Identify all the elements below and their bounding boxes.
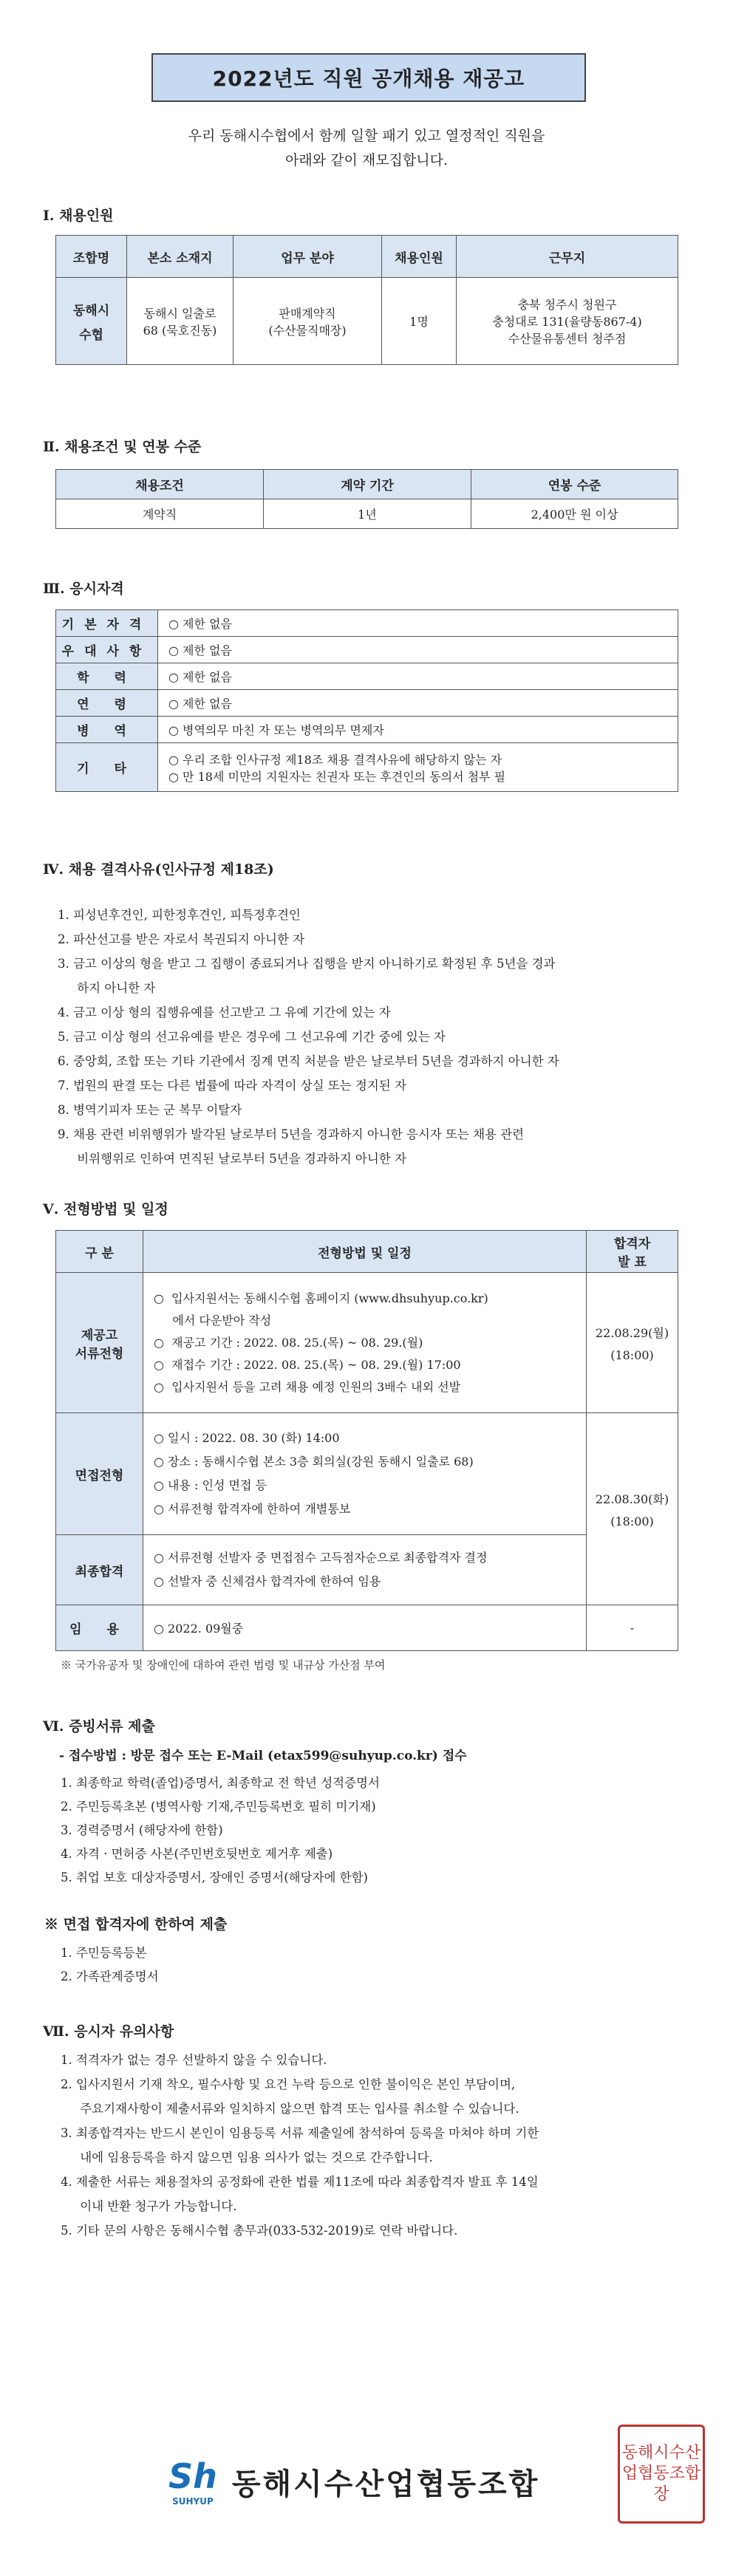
list-item: 2. 입사지원서 기재 착오, 필수사항 및 요건 누락 등으로 인한 불이익은 본인 부담이며, bbox=[61, 2077, 516, 2091]
interview-docs-title: ※ 면접 합격자에 한하여 제출 bbox=[44, 1916, 228, 1933]
qual-value: ○ 제한 없음 bbox=[158, 663, 678, 690]
intro-line: 아래와 같이 재모집합니다. bbox=[284, 152, 448, 168]
qual-value: ○ 제한 없음 bbox=[158, 610, 678, 637]
suhyup-logo-icon: Sh SUHYUP bbox=[168, 2456, 217, 2507]
schedule-label: 임 용 bbox=[56, 1605, 143, 1651]
schedule-note: ※ 국가유공자 및 장애인에 대하여 관련 법령 및 내규상 가산점 부여 bbox=[61, 1658, 386, 1672]
section-heading: Ⅱ. 채용조건 및 연봉 수준 bbox=[43, 439, 202, 455]
qual-value: ○ 우리 조합 인사규정 제18조 채용 결격사유에 해당하지 않는 자 ○ 만 18세 미만의 지원자는 친권자 또는 후견인의 동의서 첨부 필 bbox=[158, 743, 678, 792]
list-item: 이내 반환 청구가 가능합니다. bbox=[61, 2199, 237, 2213]
list-item: 5. 금고 이상 형의 선고유예를 받은 경우에 그 선고유예 기간 중에 있는 자 bbox=[58, 1030, 446, 1044]
condition-cell: 2,400만 원 이상 bbox=[471, 499, 678, 529]
disqualification-list bbox=[58, 903, 693, 1171]
list-item: 3. 최종합격자는 반드시 본인이 임용등록 서류 제출일에 참석하여 등록을 마쳐야 하며 기한 bbox=[61, 2126, 539, 2140]
qual-label: 기본자격 bbox=[56, 610, 158, 637]
table-header: 연봉 수준 bbox=[471, 470, 678, 499]
table-header: 계약 기간 bbox=[264, 470, 471, 499]
qual-value: ○ 제한 없음 bbox=[158, 637, 678, 663]
condition-cell: 1년 bbox=[264, 499, 471, 529]
list-item: 비위행위로 인하여 면직된 날로부터 5년을 경과하지 아니한 자 bbox=[58, 1152, 406, 1166]
section-heading: Ⅴ. 전형방법 및 일정 bbox=[43, 1201, 168, 1217]
table-header: 근무지 bbox=[457, 236, 678, 278]
list-item: 2. 가족관계증명서 bbox=[61, 1969, 159, 1984]
count-cell: 1명 bbox=[382, 278, 457, 365]
result-cell: 22.08.29(월) (18:00) bbox=[587, 1273, 678, 1413]
list-item: 4. 자격 · 면허증 사본(주민번호뒷번호 제거후 제출) bbox=[61, 1847, 333, 1861]
section-heading: Ⅲ. 응시자격 bbox=[43, 581, 124, 597]
qual-label: 기 타 bbox=[56, 743, 158, 792]
official-seal: 동해시수산업협동조합장 bbox=[618, 2425, 705, 2524]
notice-title: 2022년도 직원 공개채용 재공고 bbox=[151, 53, 586, 102]
list-item: 1. 주민등록등본 bbox=[61, 1946, 147, 1960]
qual-label: 학 력 bbox=[56, 663, 158, 690]
table-header: 업무 분야 bbox=[233, 236, 382, 278]
section-heading: Ⅳ. 채용 결격사유(인사규정 제18조) bbox=[43, 861, 274, 878]
table-header: 합격자 발 표 bbox=[587, 1231, 678, 1273]
interview-docs-list bbox=[61, 1941, 159, 1989]
list-item: 2. 주민등록초본 (병역사항 기재,주민등록번호 필히 미기재) bbox=[61, 1800, 376, 1814]
list-item: 하지 아니한 자 bbox=[58, 981, 156, 995]
list-item: 1. 최종학교 학력(졸업)증명서, 최종학교 전 학년 성적증명서 bbox=[61, 1776, 380, 1790]
list-item: 4. 금고 이상 형의 집행유예를 선고받고 그 유예 기간에 있는 자 bbox=[58, 1005, 391, 1019]
footer-logo bbox=[168, 2456, 539, 2507]
schedule-detail: ○ 입사지원서는 동해시수협 홈페이지 (www.dhsuhyup.co.kr) 에서 다운받아 작성 ○ 재공고 기간 : 2022. 08. 25.(목) ~ 08. 29.(월) ○ 재접수 기간 : 2022. 08. 25.(목) ~ 08. 29.(월) 17:00 ○ 입사지원서 등을 고려 채용 예정 인원의 3배수 내외 선발 bbox=[143, 1273, 587, 1413]
list-item: 4. 제출한 서류는 채용절차의 공정화에 관한 법률 제11조에 따라 최종합격자 발표 후 14일 bbox=[61, 2175, 539, 2189]
field-cell: 판매계약직 (수산물직매장) bbox=[233, 278, 382, 365]
schedule-table bbox=[55, 1230, 678, 1651]
org-name: 동해시수산업협동조합 bbox=[231, 2467, 540, 2501]
docs-method: - 접수방법 : 방문 접수 또는 E-Mail (etax599@suhyup.co.kr) 접수 bbox=[59, 1749, 467, 1763]
list-item: 5. 취업 보호 대상자증명서, 장애인 증명서(해당자에 한함) bbox=[61, 1870, 368, 1885]
address-cell: 동해시 일출로 68 (묵호진동) bbox=[127, 278, 233, 365]
list-item: 7. 법원의 판결 또는 다른 법률에 따라 자격이 상실 또는 정지된 자 bbox=[58, 1079, 406, 1093]
notes-list bbox=[61, 2048, 696, 2243]
workplace-cell: 충북 청주시 청원구 충청대로 131(율량동867-4) 수산물유통센터 청주점 bbox=[457, 278, 678, 365]
table-header: 조합명 bbox=[56, 236, 127, 278]
section-heading: Ⅰ. 채용인원 bbox=[43, 208, 114, 224]
intro-text bbox=[0, 124, 733, 173]
table-header: 채용인원 bbox=[382, 236, 457, 278]
qual-label: 연 령 bbox=[56, 690, 158, 717]
list-item: 3. 금고 이상의 형을 받고 그 집행이 종료되거나 집행을 받지 아니하기로 확정된 후 5년을 경과 bbox=[58, 957, 556, 971]
intro-line: 우리 동해시수협에서 함께 일할 패기 있고 열정적인 직원을 bbox=[188, 128, 545, 144]
result-cell: 22.08.30(화) (18:00) bbox=[587, 1413, 678, 1605]
qual-value: ○ 병역의무 마친 자 또는 병역의무 면제자 bbox=[158, 717, 678, 743]
table-header: 구 분 bbox=[56, 1231, 143, 1273]
table-header: 본소 소재지 bbox=[127, 236, 233, 278]
list-item: 6. 중앙회, 조합 또는 기타 기관에서 징계 면직 처분을 받은 날로부터 5년을 경과하지 아니한 자 bbox=[58, 1054, 559, 1068]
condition-table bbox=[55, 469, 678, 529]
org-name-cell: 동해시 수협 bbox=[56, 278, 127, 365]
schedule-label: 최종합격 bbox=[56, 1535, 143, 1605]
list-item: 9. 채용 관련 비위행위가 발각된 날로부터 5년을 경과하지 아니한 응시자 또는 채용 관련 bbox=[58, 1127, 525, 1141]
section-heading: Ⅶ. 응시자 유의사항 bbox=[43, 2023, 174, 2040]
qualification-table bbox=[55, 609, 678, 792]
list-item: 8. 병역기피자 또는 군 복무 이탈자 bbox=[58, 1103, 242, 1117]
schedule-label: 면접전형 bbox=[56, 1413, 143, 1535]
list-item: 내에 임용등록을 하지 않으면 임용 의사가 없는 것으로 간주합니다. bbox=[61, 2150, 433, 2165]
schedule-detail: ○ 2022. 09월중 bbox=[143, 1605, 587, 1651]
qual-value: ○ 제한 없음 bbox=[158, 690, 678, 717]
table-header: 전형방법 및 일정 bbox=[143, 1231, 587, 1273]
schedule-detail: ○ 서류전형 선발자 중 면접점수 고득점자순으로 최종합격자 결정 ○ 선발자 중 신체검사 합격자에 한하여 임용 bbox=[143, 1535, 587, 1605]
list-item: 1. 적격자가 없는 경우 선발하지 않을 수 있습니다. bbox=[61, 2053, 327, 2067]
qual-label: 병 역 bbox=[56, 717, 158, 743]
schedule-label: 제공고 서류전형 bbox=[56, 1273, 143, 1413]
list-item: 3. 경력증명서 (해당자에 한함) bbox=[61, 1823, 223, 1837]
table-header: 채용조건 bbox=[56, 470, 264, 499]
list-item: 주요기재사항이 제출서류와 일치하지 않으면 합격 또는 입사를 취소할 수 있습니다. bbox=[61, 2102, 519, 2116]
condition-cell: 계약직 bbox=[56, 499, 264, 529]
schedule-detail: ○ 일시 : 2022. 08. 30 (화) 14:00 ○ 장소 : 동해시수협 본소 3층 회의실(강원 동해시 일출로 68) ○ 내용 : 인성 면접 등 ○ 서류전형 합격자에 한하여 개별통보 bbox=[143, 1413, 587, 1535]
section-heading: Ⅵ. 증빙서류 제출 bbox=[43, 1718, 155, 1735]
result-cell: - bbox=[587, 1605, 678, 1651]
list-item: 2. 파산선고를 받은 자로서 복권되지 아니한 자 bbox=[58, 932, 305, 946]
qual-label: 우대사항 bbox=[56, 637, 158, 663]
list-item: 5. 기타 문의 사항은 동해시수협 총무과(033-532-2019)로 연락 바랍니다. bbox=[61, 2224, 458, 2238]
recruit-table bbox=[55, 235, 678, 365]
docs-list bbox=[61, 1772, 380, 1890]
list-item: 1. 피성년후견인, 피한정후견인, 피특정후견인 bbox=[58, 908, 301, 922]
